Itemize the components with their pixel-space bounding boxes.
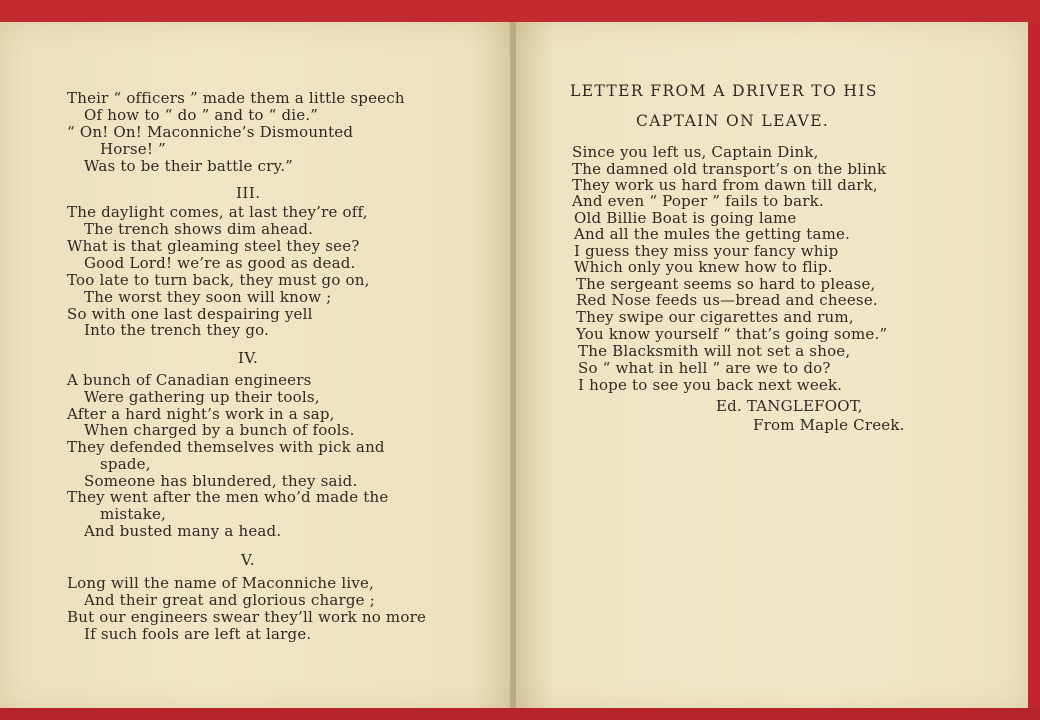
page-title: LETTER FROM A DRIVER TO HIS [570, 82, 878, 100]
poem-line: “ On! On! Maconniche’s Dismounted [67, 123, 354, 141]
stanza-numeral: V. [241, 551, 255, 569]
signature: Ed. TANGLEFOOT, [716, 397, 863, 415]
poem-line: The damned old transport’s on the blink [572, 160, 887, 178]
poem-line: They defended themselves with pick and [67, 438, 385, 456]
poem-line: spade, [100, 455, 151, 473]
poem-line: The trench shows dim ahead. [84, 220, 314, 238]
poem-line: The worst they soon will know ; [84, 288, 332, 306]
poem-line: But our engineers swear they’ll work no more [67, 608, 427, 626]
poem-line: Long will the name of Maconniche live, [67, 574, 375, 592]
stanza-numeral: IV. [238, 349, 259, 367]
poem-line: Their “ officers ” made them a little speech [67, 89, 405, 107]
poem-line: Were gathering up their tools, [84, 388, 320, 406]
poem-line: Red Nose feeds us—bread and cheese. [576, 291, 878, 309]
poem-line: They swipe our cigarettes and rum, [576, 308, 854, 326]
poem-line: Horse! ” [100, 140, 166, 158]
poem-line: And their great and glorious charge ; [84, 591, 375, 609]
poem-line: They work us hard from dawn till dark, [572, 176, 878, 194]
poem-line: mistake, [100, 505, 167, 523]
poem-line: The Blacksmith will not set a shoe, [578, 342, 851, 360]
poem-line: And all the mules the getting tame. [574, 225, 851, 243]
stanza-numeral: III. [236, 184, 261, 202]
poem-line: After a hard night’s work in a sap, [67, 405, 335, 423]
poem-line: I hope to see you back next week. [578, 376, 843, 394]
poem-line: Too late to turn back, they must go on, [67, 271, 370, 289]
poem-line: I guess they miss your fancy whip [574, 242, 839, 260]
poem-line: Into the trench they go. [84, 321, 270, 339]
poem-line: And busted many a head. [84, 522, 282, 540]
poem-line: Someone has blundered, they said. [84, 472, 358, 490]
poem-line: What is that gleaming steel they see? [67, 237, 360, 255]
poem-line: Since you left us, Captain Dink, [572, 143, 819, 161]
poem-line: Which only you knew how to flip. [574, 258, 833, 276]
poem-line: If such fools are left at large. [84, 625, 312, 643]
poem-line: The daylight comes, at last they’re off, [67, 203, 368, 221]
poem-line: Old Billie Boat is going lame [574, 209, 797, 227]
poem-line: You know yourself “ that’s going some.” [576, 325, 888, 343]
poem-line: When charged by a bunch of fools. [84, 421, 355, 439]
poem-line: Was to be their battle cry.” [84, 157, 294, 175]
poem-line: Of how to “ do ” and to “ die.” [84, 106, 319, 124]
poem-line: A bunch of Canadian engineers [67, 371, 312, 389]
book-gutter [510, 22, 516, 712]
poem-line: Good Lord! we’re as good as dead. [84, 254, 356, 272]
page-title-continued: CAPTAIN ON LEAVE. [636, 112, 830, 130]
poem-line: And even “ Poper ” fails to bark. [572, 192, 824, 210]
signature-location: From Maple Creek. [753, 416, 905, 434]
book-cover-top [0, 0, 1040, 24]
book-cover-bottom [0, 708, 1040, 720]
poem-line: The sergeant seems so hard to please, [576, 275, 876, 293]
poem-line: So with one last despairing yell [67, 305, 313, 323]
poem-line: They went after the men who’d made the [67, 488, 389, 506]
poem-line: So “ what in hell ” are we to do? [578, 359, 831, 377]
